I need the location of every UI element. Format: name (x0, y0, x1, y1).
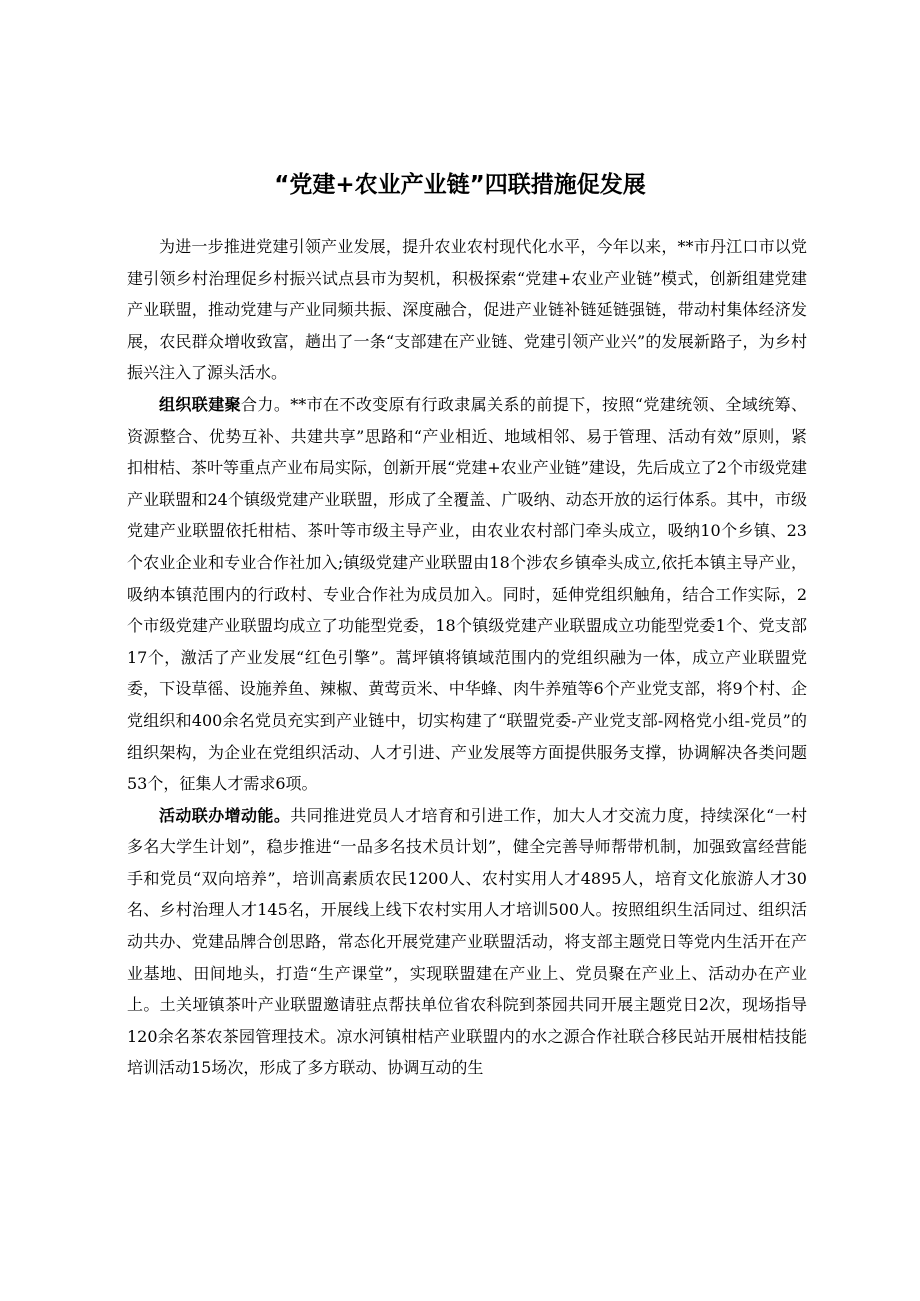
paragraph-organization (127, 389, 807, 800)
paragraph-lead: 活动联办增动能。 (159, 805, 291, 825)
paragraph-text: 为进一步推进党建引领产业发展，提升农业农村现代化水平，今年以来，**市丹江口市以党建引领乡村治理促乡村振兴试点县市为契机，积极探索“党建+农业产业链”模式，创新组建党建产业联盟，推动党建与产业同频共振、深度融合，促进产业链补链延链强链，带动村集体经济发展，农民群众增收致富，趟出了一条“支部建在产业链、党建引领产业兴”的发展新路子，为乡村振兴注入了源头活水。 (127, 237, 807, 383)
paragraph-lead: 组织联建聚 (159, 394, 242, 414)
paragraph-intro (127, 231, 807, 389)
paragraph-activities (127, 800, 807, 1084)
paragraph-text: 合力。**市在不改变原有行政隶属关系的前提下，按照“党建统领、全域统筹、资源整合、优势互补、共建共享”思路和“产业相近、地域相邻、易于管理、活动有效”原则，紧扣柑桔、茶叶等重点产业布局实际，创新开展“党建+农业产业链”建设，先后成立了2个市级党建产业联盟和24个镇级党建产业联盟，形成了全覆盖、广吸纳、动态开放的运行体系。其中，市级党建产业联盟依托柑桔、茶叶等市级主导产业，由农业农村部门牵头成立，吸纳10个乡镇、23个农业企业和专业合作社加入;镇级党建产业联盟由18个涉农乡镇牵头成立,依托本镇主导产业，吸纳本镇范围内的行政村、专业合作社为成员加入。同时，延伸党组织触角，结合工作实际，2个市级党建产业联盟均成立了功能型党委，18个镇级党建产业联盟成立功能型党委1个、党支部17个，激活了产业发展“红色引擎”。蒿坪镇将镇域范围内的党组织融为一体，成立产业联盟党委，下设草徭、设施养鱼、辣椒、黄莺贡米、中华蜂、肉牛养殖等6个产业党支部，将9个村、企党组织和400余名党员充实到产业链中，切实构建了“联盟党委-产业党支部-网格党小组-党员”的组织架构，为企业在党组织活动、人才引进、产业发展等方面提供服务支撑，协调解决各类问题53个，征集人才需求6项。 (127, 394, 807, 794)
document-title: “党建+农业产业链”四联措施促发展 (274, 172, 646, 198)
document-body (127, 231, 807, 1084)
paragraph-text: 共同推进党员人才培育和引进工作，加大人才交流力度，持续深化“一村多名大学生计划”，稳步推进“一品多名技术员计划”，健全完善导师帮带机制，加强致富经营能手和党员“双向培养”，培训高素质农民1200人、农村实用人才4895人，培育文化旅游人才30名、乡村治理人才145名，开展线上线下农村实用人才培训500人。按照组织生活同过、组织活动共办、党建品牌合创思路，常态化开展党建产业联盟活动，将支部主题党日等党内生活开在产业基地、田间地头，打造“生产课堂”，实现联盟建在产业上、党员聚在产业上、活动办在产业上。土关垭镇茶叶产业联盟邀请驻点帮扶单位省农科院到茶园共同开展主题党日2次，现场指导120余名茶农茶园管理技术。凉水河镇柑桔产业联盟内的水之源合作社联合移民站开展柑桔技能培训活动15场次，形成了多方联动、协调互动的生 (127, 805, 807, 1078)
